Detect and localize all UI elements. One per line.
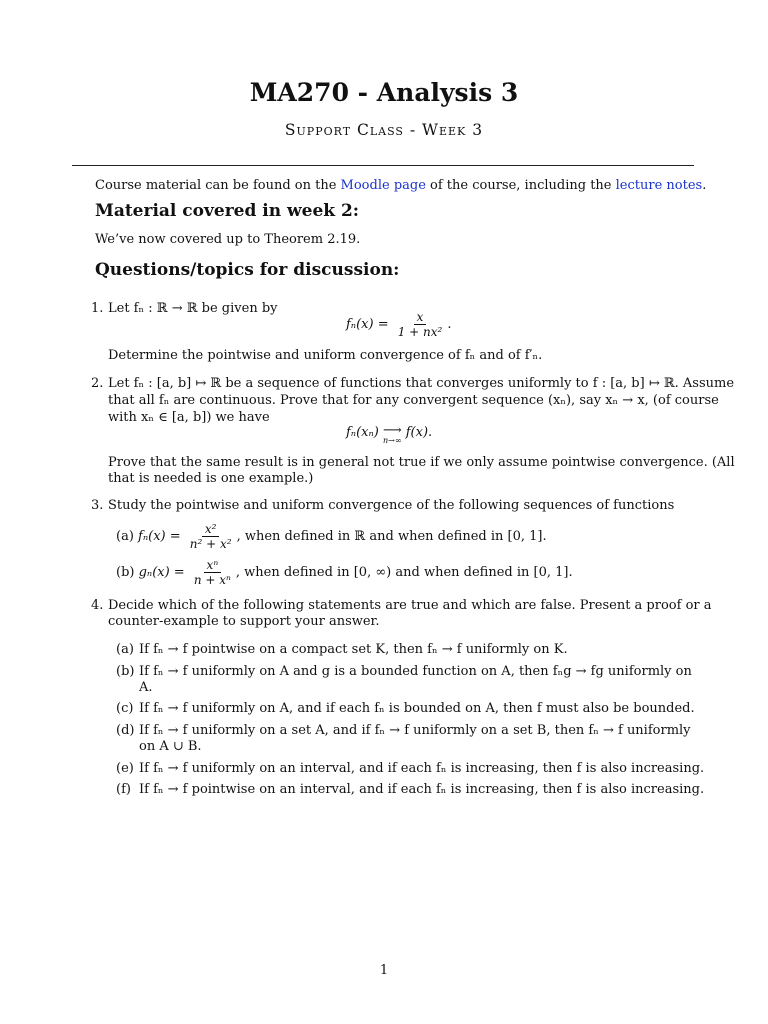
q3a-fraction: $\frac{\text{x²}}{\text{n² + x²}}$ [189,522,232,551]
q4-item-a-label: (a) [116,642,134,657]
q4-item-e-text: If fₙ → f uniformly on an interval, and if each fₙ is increasing, then f is also increasing. [139,761,705,776]
q4-item-b-text: If fₙ → f uniformly on A and g is a bounded function on A, then fₙg → fg uniformly on [139,664,692,679]
section-heading-questions: Questions/topics for discussion: [95,260,400,280]
header-rule [72,165,694,166]
intro-text-before: Course material can be found on the [95,178,341,193]
q3b-lhs: gₙ(x) = [138,565,185,580]
material-text: We’ve now covered up to Theorem 2.19. [95,232,361,247]
question-2-line5: that is needed is one example.) [108,471,314,486]
q4-item-d-text: If fₙ → f uniformly on a set A, and if fₙ → f uniformly on a set B, then fₙ → f uniformly [139,723,691,738]
q3b-text: , when defined in [0, ∞) and when defined in [0, 1]. [235,565,573,580]
question-1-line2: Determine the pointwise and uniform convergence of fₙ and of f′ₙ. [108,348,543,363]
lecture-notes-link[interactable]: lecture notes [615,178,703,193]
q4-item-d-text-cont: on A ∪ B. [139,739,202,754]
q4-item-f-text: If fₙ → f pointwise on an interval, and if each fₙ is increasing, then f is also increasing. [139,782,705,797]
question-4-line1: Decide which of the following statements are true and which are false. Present a proof or a [108,598,712,613]
q1-numerator: x [414,310,427,325]
q4-item-d-label: (d) [116,723,135,738]
section-heading-material: Material covered in week 2: [95,201,360,221]
q3b-label: (b) [116,565,135,580]
page-subtitle: Support Class - Week 3 [284,121,484,139]
page-title: MA270 - Analysis 3 [249,78,519,107]
q1-fraction [395,310,446,339]
question-2-line3: with xₙ ∈ [a, b]) we have [108,410,270,425]
q1-lhs: fₙ(x) = [346,317,389,332]
question-3-number: 3. [91,498,104,513]
moodle-link[interactable]: Moodle page [340,178,426,193]
question-1-equation: fₙ(x) = $\frac{x}{\text{1 + nx²}}$ . [346,310,452,339]
intro-paragraph [95,178,706,193]
q3b-fraction: $\frac{\text{xⁿ}}{\text{n + xⁿ}}$ [193,558,231,587]
question-4-line2: counter-example to support your answer. [108,614,380,629]
question-1-line1: Let fₙ : ℝ → ℝ be given by [108,301,278,316]
question-2-line2: that all fₙ are continuous. Prove that for any convergent sequence (xₙ), say xₙ → x, (of course [108,393,719,408]
question-2-line1: Let fₙ : [a, b] ↦ ℝ be a sequence of functions that converges uniformly to f : [a, b] ↦ ℝ. Assume [108,376,735,391]
q2-eq-right: f(x). [405,425,433,440]
q1-denominator: 1 + nx² [397,325,443,339]
page-number: 1 [379,963,389,978]
question-2-line4: Prove that the same result is in general not true if we only assume pointwise convergence. (All [108,455,735,470]
question-3a [116,522,547,551]
q4-item-b-label: (b) [116,664,135,679]
q4-item-e-label: (e) [116,761,134,776]
question-3-line1: Study the pointwise and uniform convergence of the following sequences of functions [108,498,675,513]
intro-text-middle: of the course, including the [425,178,616,193]
question-2-equation [346,425,432,445]
q4-item-b-text-cont: A. [139,680,153,695]
question-2-number: 2. [91,376,104,391]
question-1-number: 1. [91,301,104,316]
q3a-lhs: fₙ(x) = [138,529,181,544]
q3a-label: (a) [116,529,134,544]
question-3b [116,558,573,587]
q2-limit-arrow: ⟶ n→∞ [382,423,402,445]
q4-item-c-label: (c) [116,701,134,716]
q4-item-f-label: (f) [116,782,131,797]
q3a-text: , when defined in ℝ and when defined in [0, 1]. [236,529,547,544]
q4-item-a-text: If fₙ → f pointwise on a compact set K, then fₙ → f uniformly on K. [139,642,568,657]
question-4-number: 4. [91,598,104,613]
q2-eq-left: fₙ(xₙ) [346,425,379,440]
intro-text-after: . [702,178,707,193]
q4-item-c-text: If fₙ → f uniformly on A, and if each fₙ is bounded on A, then f must also be bounded. [139,701,695,716]
